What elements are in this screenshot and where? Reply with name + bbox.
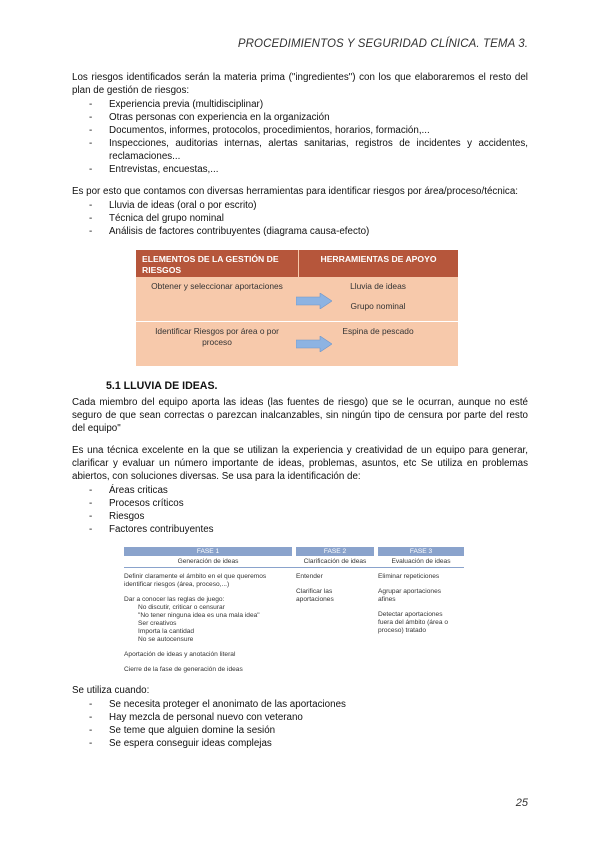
header-tools: HERRAMIENTAS DE APOYO (320, 254, 437, 264)
page-number: 25 (515, 797, 528, 809)
phase3-content (378, 573, 464, 674)
table-row (136, 277, 458, 322)
list-item: - Se espera conseguir ideas complejas (72, 737, 528, 750)
list-item: - Experiencia previa (multidisciplinar) (72, 98, 528, 111)
list-item: - Otras personas con experiencia en la organización (72, 111, 528, 124)
phase2-line: Entender (296, 573, 323, 580)
intro-paragraph: Los riesgos identificados serán la materia prima ("ingredientes") con los que elaboraremos el resto del plan de gestión de riesgos: (72, 72, 528, 96)
phase1-label: FASE 1 (124, 547, 292, 556)
list-item: - Lluvia de ideas (oral o por escrito) (72, 199, 528, 212)
phase2-line: Clarificar las (296, 588, 333, 595)
tool-nominal-group: Grupo nominal (350, 301, 406, 311)
phase1-title: Generación de ideas (177, 558, 239, 565)
phase1-line: Definir claramente el ámbito en el que queremos (124, 573, 267, 580)
phase3-label: FASE 3 (378, 547, 464, 556)
header-elements: ELEMENTOS DE LA GESTIÓN DE RIESGOS (136, 250, 299, 277)
risk-table-header (136, 250, 458, 277)
phase3-line: Agrupar aportaciones (378, 588, 442, 595)
brainstorm-definition: Cada miembro del equipo aporta las ideas (las fuentes de riesgo) que se le ocurran, aunque no esté seguro de que sean correctas o parezcan inalcanzables, sin ningún tipo de censura por parte del resto del equipo" (72, 397, 528, 434)
usage-intro: Se utiliza cuando: (72, 685, 150, 696)
brainstorm-description: Es una técnica excelente en la que se utilizan la experiencia y creatividad de un equipo para generar, clarificar y evaluar un número importante de ideas, problemas, asuntos, etc Se utiliza en problemas abiertos, con soluciones diversas. Se usa para la identificación de: (72, 445, 528, 482)
phase1-line: Cierre de la fase de generación de ideas (124, 666, 243, 673)
phase3-title: Evaluación de ideas (391, 558, 451, 565)
section-title: 5.1 LLUVIA DE IDEAS. (106, 380, 218, 392)
usage-list (72, 698, 528, 750)
row2-element: Identificar Riesgos por área o por proceso (155, 326, 279, 347)
list-item: - Se necesita proteger el anonimato de las aportaciones (72, 698, 528, 711)
phase1-rule: No discutir, criticar o censurar (138, 604, 225, 611)
phase1-line: identificar riesgos (área, proceso,...) (124, 581, 230, 588)
phases-header (124, 547, 464, 556)
list-item: - Documentos, informes, protocolos, procedimientos, horarios, formación,... (72, 124, 528, 137)
list-item: - Técnica del grupo nominal (72, 212, 528, 225)
tools-paragraph: Es por esto que contamos con diversas herramientas para identificar riesgos por área/proceso/técnica: (72, 186, 518, 197)
phase3-line: fuera del ámbito (área o (378, 619, 449, 626)
phase3-line: afines (378, 596, 396, 603)
list-item: - Inspecciones, auditorias internas, alertas sanitarias, registros de incidentes y accidentes, reclamaciones... (72, 137, 528, 163)
running-header: PROCEDIMIENTOS Y SEGURIDAD CLÍNICA. TEMA 3. (237, 38, 528, 50)
list-item: - Entrevistas, encuestas,... (72, 163, 528, 176)
phase1-line: Aportación de ideas y anotación literal (124, 651, 236, 658)
phases-subheader (124, 556, 464, 568)
row2-tool: Espina de pescado (342, 326, 414, 336)
tools-list (72, 199, 528, 238)
phase3-line: Detectar aportaciones (378, 611, 443, 618)
phase1-rule: Ser creativos (138, 620, 177, 627)
risk-sources-list (72, 98, 528, 176)
tool-brainstorm: Lluvia de ideas (350, 281, 406, 291)
phase1-rule: No se autocensure (138, 636, 194, 643)
page-content (72, 71, 528, 750)
list-item: - Se teme que alguien domine la sesión (72, 724, 528, 737)
phase2-label: FASE 2 (296, 547, 374, 556)
phase2-line: aportaciones (296, 596, 334, 603)
phase1-rule: Importa la cantidad (138, 628, 195, 635)
risk-management-table (136, 250, 458, 366)
list-item: - Hay mezcla de personal nuevo con veterano (72, 711, 528, 724)
phase3-line: Eliminar repeticiones (378, 573, 440, 580)
table-row (136, 322, 458, 366)
list-item: - Análisis de factores contribuyentes (diagrama causa-efecto) (72, 225, 528, 238)
list-item: - Áreas criticas (72, 484, 528, 497)
identification-list (72, 484, 528, 536)
list-item: - Factores contribuyentes (72, 523, 528, 536)
arrow-right-icon (296, 293, 332, 309)
phases-body (124, 568, 464, 674)
phase1-rule: "No tener ninguna idea es una mala idea" (138, 612, 260, 619)
list-item: - Procesos críticos (72, 497, 528, 510)
phase2-title: Clarificación de ideas (303, 558, 367, 565)
phase1-line: Dar a conocer las reglas de juego: (124, 596, 225, 603)
arrow-right-icon (296, 336, 332, 352)
phases-table (124, 547, 464, 674)
phase1-content (124, 573, 292, 674)
list-item: - Riesgos (72, 510, 528, 523)
phase2-content (296, 573, 374, 674)
phase3-line: proceso) tratado (378, 627, 427, 634)
row1-element: Obtener y seleccionar aportaciones (151, 281, 283, 291)
